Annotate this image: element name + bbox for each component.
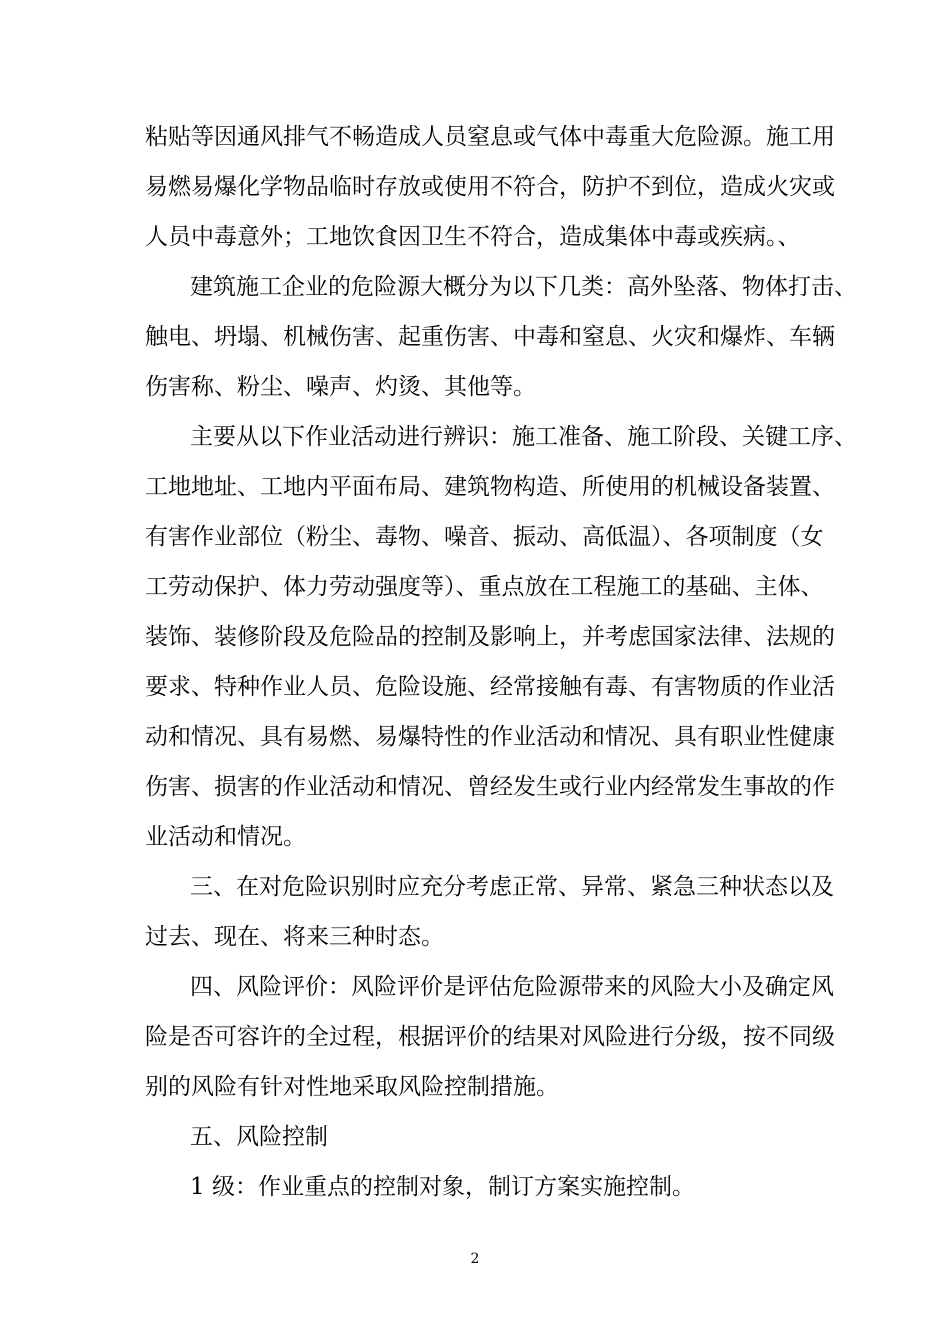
text-line: 五、风险控制 — [190, 1124, 328, 1150]
text-line: 要求、特种作业人员、危险设施、经常接触有毒、有害物质的作业活 — [145, 674, 835, 700]
text-line: 有害作业部位（粉尘、毒物、噪音、振动、高低温）、各项制度（女 — [145, 524, 824, 550]
text-line: 工劳动保护、体力劳动强度等）、重点放在工程施工的基础、主体、 — [145, 574, 824, 600]
text-line: 伤害、损害的作业活动和情况、曾经发生或行业内经常发生事故的作 — [145, 774, 835, 800]
text-line: 1 级：作业重点的控制对象，制订方案实施控制。 — [190, 1174, 695, 1200]
text-line: 触电、坍塌、机械伤害、起重伤害、中毒和窒息、火灾和爆炸、车辆 — [145, 324, 835, 350]
page-number: 2 — [470, 1251, 480, 1267]
text-line: 易燃易爆化学物品临时存放或使用不符合，防护不到位，造成火灾或 — [145, 174, 835, 200]
text-line: 人员中毒意外；工地饮食因卫生不符合，造成集体中毒或疾病。、 — [145, 224, 801, 250]
text-line: 业活动和情况。 — [145, 824, 306, 850]
text-line: 动和情况、具有易燃、易爆特性的作业活动和情况、具有职业性健康 — [145, 724, 835, 750]
text-line: 建筑施工企业的危险源大概分为以下几类：高外坠落、物体打击、 — [190, 274, 857, 300]
text-line: 伤害称、粉尘、噪声、灼烫、其他等。 — [145, 374, 536, 400]
text-line: 粘贴等因通风排气不畅造成人员窒息或气体中毒重大危险源。施工用 — [145, 124, 835, 150]
text-line: 主要从以下作业活动进行辨识：施工准备、施工阶段、关键工序、 — [190, 424, 857, 450]
text-line: 三、在对危险识别时应充分考虑正常、异常、紧急三种状态以及 — [190, 874, 834, 900]
text-line: 过去、现在、将来三种时态。 — [145, 924, 444, 950]
text-line: 险是否可容许的全过程，根据评价的结果对风险进行分级，按不同级 — [145, 1024, 835, 1050]
text-line: 工地地址、工地内平面布局、建筑物构造、所使用的机械设备装置、 — [145, 474, 835, 500]
text-line: 装饰、装修阶段及危险品的控制及影响上，并考虑国家法律、法规的 — [145, 624, 835, 650]
text-line: 别的风险有针对性地采取风险控制措施。 — [145, 1074, 559, 1100]
text-line: 四、风险评价：风险评价是评估危险源带来的风险大小及确定风 — [190, 974, 834, 1000]
